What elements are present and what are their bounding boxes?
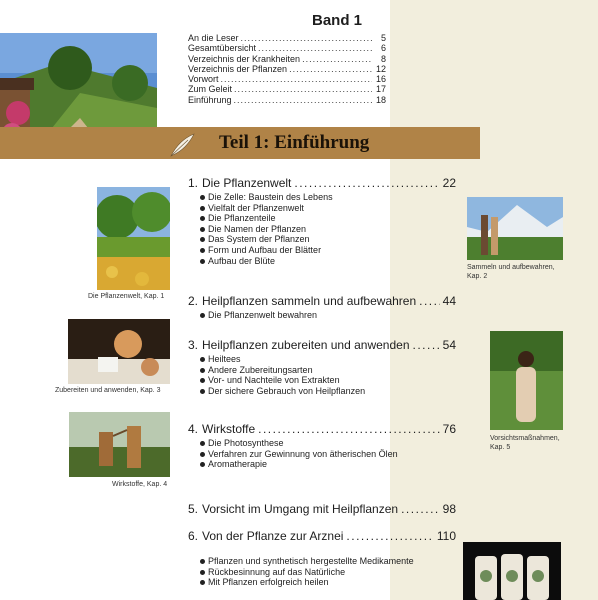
chapter-entry xyxy=(188,422,456,470)
toc-entry xyxy=(188,84,386,94)
toc-entry xyxy=(188,74,386,84)
toc-entry-page: 18 xyxy=(375,94,386,105)
chapter-entry xyxy=(188,176,456,266)
front-matter-toc xyxy=(188,33,386,105)
volume-title: Band 1 xyxy=(312,12,363,29)
chapter-number: 1. xyxy=(188,176,199,190)
topic-item: Das System der Pflanzen xyxy=(200,234,456,245)
caption-chapter-4: Wirkstoffe, Kap. 4 xyxy=(112,481,168,488)
topic-item: Vielfalt der Pflanzenwelt xyxy=(200,203,456,214)
toc-entry-page: 8 xyxy=(380,53,386,64)
toc-entry-title: Verzeichnis der Krankheiten xyxy=(188,53,301,64)
chapter-entry xyxy=(188,338,456,396)
toc-entry-title: Vorwort xyxy=(188,74,219,85)
chapter-topics xyxy=(200,556,456,588)
feather-icon xyxy=(168,132,196,158)
topic-item: Pflanzen und synthetisch hergestellte Medikamente xyxy=(200,556,456,567)
chapter-number: 2. xyxy=(188,294,199,308)
leader-dots xyxy=(294,176,439,190)
topic-item: Die Pflanzenwelt bewahren xyxy=(200,310,456,321)
topic-item: Verfahren zur Gewinnung von ätherischen Ölen xyxy=(200,449,456,460)
chapter-topics xyxy=(200,310,456,321)
toc-entry-title: An die Leser xyxy=(188,33,239,43)
caption-chapter-3: Zubereiten und anwenden, Kap. 3 xyxy=(55,387,161,394)
toc-entry-title: Einführung xyxy=(188,94,232,105)
toc-entry-page: 16 xyxy=(375,74,386,85)
chapter-entry xyxy=(188,294,456,321)
chapter-title: Heilpflanzen sammeln und aufbewahren xyxy=(202,294,417,308)
leader-dots xyxy=(419,294,440,308)
toc-entry-title: Verzeichnis der Pflanzen xyxy=(188,63,288,74)
topic-item: Vor- und Nachteile von Extrakten xyxy=(200,375,456,386)
chapter-title: Heilpflanzen zubereiten und anwenden xyxy=(202,338,410,352)
chapter-heading xyxy=(188,176,456,190)
chapter-entry xyxy=(188,529,456,588)
chapter-title: Die Pflanzenwelt xyxy=(202,176,292,190)
chapter-heading xyxy=(188,294,456,308)
flower-meadow-photo xyxy=(97,187,170,290)
toc-entry-page: 5 xyxy=(380,33,386,43)
chapter-topics xyxy=(200,438,456,470)
apothecary-jars-photo xyxy=(463,542,561,600)
topic-item: Der sichere Gebrauch von Heilpflanzen xyxy=(200,386,456,397)
caption-chapter-2: Sammeln und aufbewahren, Kap. 2 xyxy=(467,264,555,280)
woman-in-garden-photo xyxy=(490,331,563,430)
topic-item: Aufbau der Blüte xyxy=(200,256,456,267)
caption-chapter-1: Die Pflanzenwelt, Kap. 1 xyxy=(88,293,165,300)
topic-item: Form und Aufbau der Blätter xyxy=(200,245,456,256)
chapter-entry xyxy=(188,502,456,516)
leader-dots xyxy=(241,33,372,43)
toc-entry xyxy=(188,43,386,53)
leader-dots xyxy=(401,502,440,516)
leader-dots xyxy=(346,529,433,543)
chapter-topics xyxy=(200,354,456,396)
topic-item: Rückbesinnung auf das Natürliche xyxy=(200,567,456,578)
topic-item: Andere Zubereitungsarten xyxy=(200,365,456,376)
topic-item: Mit Pflanzen erfolgreich heilen xyxy=(200,577,456,588)
chapter-page: 76 xyxy=(442,422,456,436)
toc-entry-title: Zum Geleit xyxy=(188,84,233,95)
topic-item: Die Zelle: Baustein des Lebens xyxy=(200,192,456,203)
toc-entry xyxy=(188,54,386,64)
distillation-photo xyxy=(69,412,170,477)
caption-chapter-5: Vorsichtsmaßnahmen, Kap. 5 xyxy=(490,435,560,451)
leader-dots xyxy=(289,64,372,74)
leader-dots xyxy=(413,338,440,352)
toc-entry-page: 17 xyxy=(375,84,386,95)
toc-entry xyxy=(188,95,386,105)
chapter-title: Vorsicht im Umgang mit Heilpflanzen xyxy=(202,502,399,516)
topic-item: Die Photosynthese xyxy=(200,438,456,449)
leader-dots xyxy=(234,95,372,105)
leader-dots xyxy=(234,84,372,94)
chapter-page: 22 xyxy=(442,176,456,190)
leader-dots xyxy=(258,43,372,53)
topic-item: Aromatherapie xyxy=(200,459,456,470)
chapter-heading xyxy=(188,502,456,516)
chapter-title: Von der Pflanze zur Arznei xyxy=(202,529,344,543)
leader-dots xyxy=(302,54,372,64)
leader-dots xyxy=(221,74,372,84)
chapter-number: 4. xyxy=(188,422,199,436)
topic-item: Die Namen der Pflanzen xyxy=(200,224,456,235)
topic-item: Heiltees xyxy=(200,354,456,365)
leader-dots xyxy=(258,422,440,436)
tea-preparation-photo xyxy=(68,319,170,384)
chapter-page: 54 xyxy=(442,338,456,352)
chapter-page: 110 xyxy=(436,529,456,543)
topic-item: Die Pflanzenteile xyxy=(200,213,456,224)
chapter-page: 44 xyxy=(442,294,456,308)
toc-entry-page: 12 xyxy=(375,63,386,74)
toc-entry-page: 6 xyxy=(380,43,386,54)
toc-entry-title: Gesamtübersicht xyxy=(188,43,257,54)
chapter-heading xyxy=(188,529,456,543)
chapter-number: 6. xyxy=(188,529,199,543)
chapter-number: 5. xyxy=(188,502,199,516)
chapter-page: 98 xyxy=(442,502,456,516)
chapter-topics xyxy=(200,192,456,266)
toc-entry xyxy=(188,64,386,74)
chapter-number: 3. xyxy=(188,338,199,352)
chapter-heading xyxy=(188,422,456,436)
chapter-title: Wirkstoffe xyxy=(202,422,256,436)
part-title: Teil 1: Einführung xyxy=(219,132,370,153)
toc-entry xyxy=(188,33,386,43)
mountain-collectors-photo xyxy=(467,197,563,260)
chapter-heading xyxy=(188,338,456,352)
